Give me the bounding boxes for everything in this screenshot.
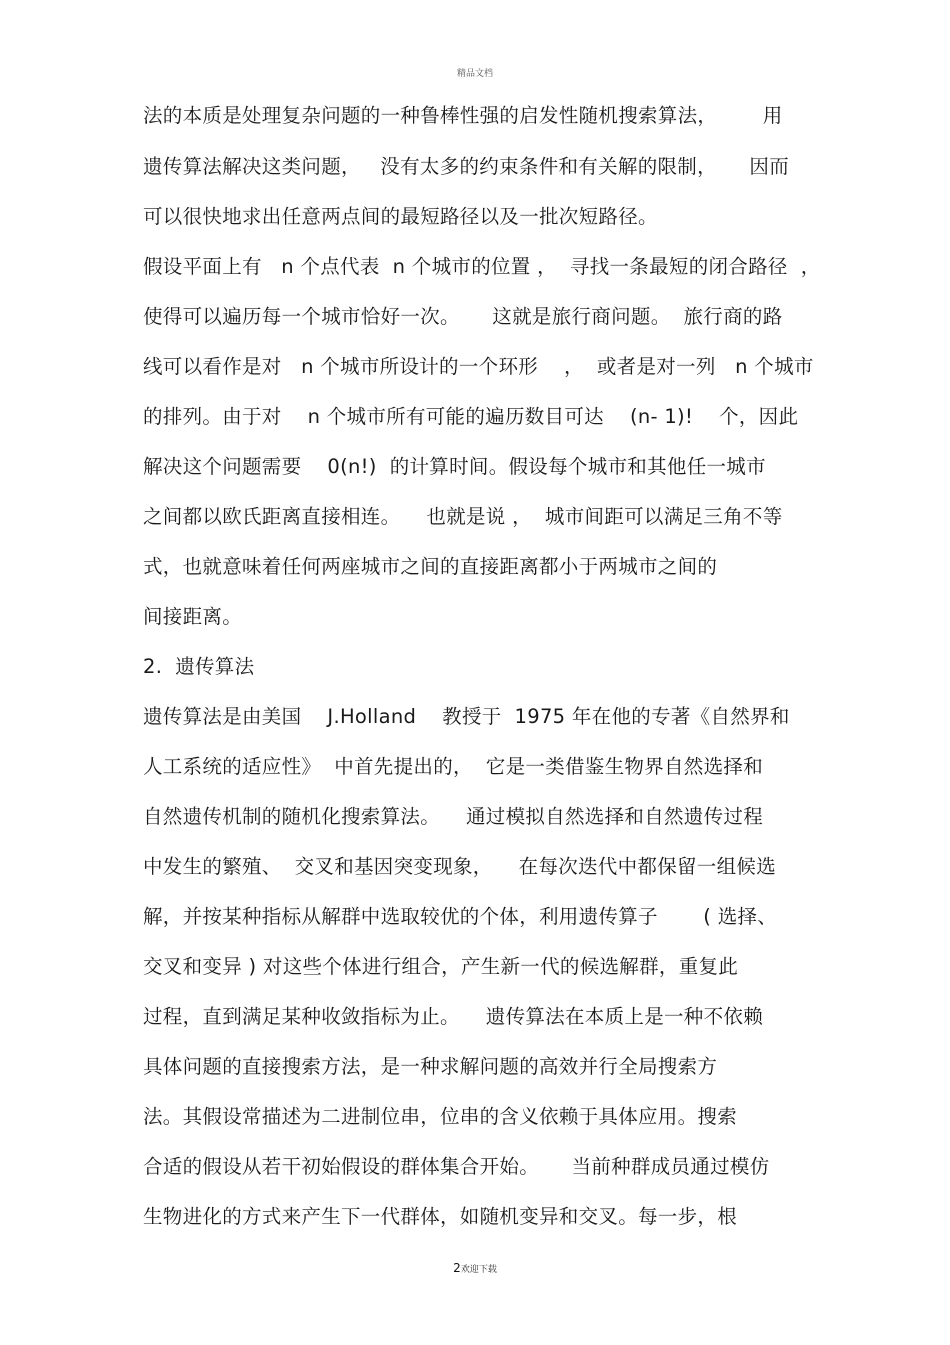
text-line: 交叉和变异 ) 对这些个体进行组合，产生新一代的候选解群，重复此 bbox=[143, 955, 739, 978]
text-line: 线可以看作是对 n 个城市所设计的一个环形 ， 或者是对一列 n 个城市 bbox=[143, 355, 814, 378]
text-line: 生物进化的方式来产生下一代群体，如随机变异和交叉。每一步，根 bbox=[143, 1205, 738, 1228]
footer-label: 欢迎下载 bbox=[460, 1265, 497, 1275]
text-line: 假设平面上有 n 个点代表 n 个城市的位置 ， 寻找一条最短的闭合路径 ， bbox=[143, 255, 821, 278]
text-line: 使得可以遍历每一个城市恰好一次。 这就是旅行商问题。 旅行商的路 bbox=[143, 305, 783, 328]
text-line: 法。其假设常描述为二进制位串，位串的含义依赖于具体应用。搜索 bbox=[143, 1105, 738, 1128]
text-line: 过程，直到满足某种收敛指标为止。 遗传算法在本质上是一种不依赖 bbox=[143, 1005, 763, 1028]
text-line: 合适的假设从若干初始假设的群体集合开始。 当前种群成员通过模仿 bbox=[143, 1155, 770, 1178]
text-line: 可以很快地求出任意两点间的最短路径以及一批次短路径。 bbox=[143, 205, 658, 228]
text-line: 之间都以欧氏距离直接相连。 也就是说 ， 城市间距可以满足三角不等 bbox=[143, 505, 783, 528]
text-line: 人工系统的适应性》 中首先提出的， 它是一类借鉴生物界自然选择和 bbox=[143, 755, 763, 778]
page-header: 精品文档 bbox=[456, 69, 493, 79]
section-heading: 2. 遗传算法 bbox=[143, 655, 255, 678]
text-line: 自然遗传机制的随机化搜索算法。 通过模拟自然选择和自然遗传过程 bbox=[143, 805, 763, 828]
text-line: 遗传算法是由美国 J.Holland 教授于 1975 年在他的专著《自然界和 bbox=[143, 705, 790, 728]
text-line: 中发生的繁殖、 交叉和基因突变现象， 在每次迭代中都保留一组候选 bbox=[143, 855, 776, 878]
text-line: 具体问题的直接搜索方法，是一种求解问题的高效并行全局搜索方 bbox=[143, 1055, 718, 1078]
text-line: 法的本质是处理复杂问题的一种鲁棒性强的启发性随机搜索算法， 用 bbox=[143, 104, 783, 127]
text-line: 间接距离。 bbox=[143, 605, 243, 628]
text-line: 遗传算法解决这类问题， 没有太多的约束条件和有关解的限制， 因而 bbox=[143, 155, 789, 178]
text-line: 解决这个问题需要 0(n!) 的计算时间。假设每个城市和其他任一城市 bbox=[143, 455, 766, 478]
text-line: 的排列。由于对 n 个城市所有可能的遍历数目可达 (n- 1)! 个，因此 bbox=[143, 405, 799, 428]
page-footer bbox=[0, 1261, 950, 1275]
text-line: 式，也就意味着任何两座城市之间的直接距离都小于两城市之间的 bbox=[143, 555, 718, 578]
text-line: 解，并按某种指标从解群中选取较优的个体，利用遗传算子 ( 选择、 bbox=[143, 905, 778, 928]
page-number: 2 bbox=[453, 1261, 461, 1275]
